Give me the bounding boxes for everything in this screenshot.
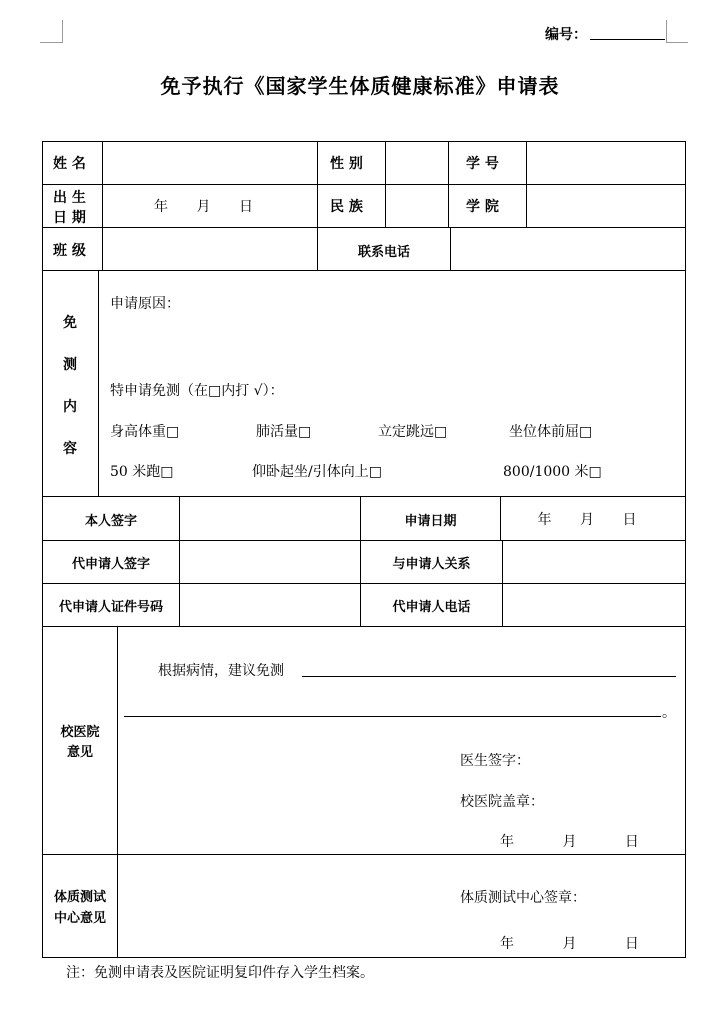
crop-mark-top-right-v — [666, 20, 667, 43]
hospital-label-line2: 意见 — [66, 745, 93, 760]
checkbox-800-1000m-run[interactable]: 800/1000 米□ — [503, 464, 602, 480]
student-id-input[interactable] — [527, 142, 684, 184]
exemption-side-label-4: 容 — [63, 441, 77, 457]
ethnicity-label: 民 族 — [330, 199, 363, 215]
phone-label: 联系电话 — [357, 245, 410, 260]
name-input[interactable] — [103, 142, 316, 184]
form-title: 免予执行《国家学生体质健康标准》申请表 — [160, 74, 560, 98]
center-date[interactable]: 年 月 日 — [500, 936, 661, 952]
exemption-instruction: 特申请免测（在□内打 √）： — [110, 383, 284, 399]
footnote: 注：免测申请表及医院证明复印件存入学生档案。 — [66, 965, 374, 981]
relation-input[interactable] — [503, 541, 684, 583]
student-id-label: 学 号 — [466, 156, 499, 172]
gender-label: 性 别 — [330, 156, 363, 172]
ethnicity-input[interactable] — [386, 185, 447, 227]
checkbox-50m-run[interactable]: 50 米跑□ — [110, 464, 174, 480]
class-input[interactable] — [103, 228, 316, 270]
center-label-line2: 中心意见 — [53, 911, 106, 926]
suggestion-period: 。 — [662, 705, 676, 721]
apply-date-label: 申请日期 — [404, 514, 457, 529]
serial-number-field[interactable] — [590, 39, 665, 40]
gender-input[interactable] — [386, 142, 447, 184]
checkbox-standing-long-jump[interactable]: 立定跳远□ — [378, 424, 448, 440]
row-line — [42, 270, 686, 271]
relation-label: 与申请人关系 — [392, 557, 471, 572]
college-input[interactable] — [527, 185, 684, 227]
checkbox-height-weight[interactable]: 身高体重□ — [110, 424, 180, 440]
serial-number-label: 编号： — [545, 27, 587, 43]
birth-label-line1: 出 生 — [53, 190, 86, 206]
self-sign-input[interactable] — [180, 497, 359, 540]
checkbox-sit-and-reach[interactable]: 坐位体前屈□ — [509, 424, 593, 440]
row-line — [42, 854, 686, 855]
exemption-side-label-2: 测 — [63, 357, 77, 373]
reason-input[interactable] — [110, 315, 670, 370]
hospital-label-line1: 校医院 — [60, 725, 100, 740]
row-line — [42, 496, 686, 497]
center-label-line1: 体质测试 — [53, 890, 106, 905]
agent-sign-label: 代申请人签字 — [71, 557, 150, 572]
name-label: 姓 名 — [53, 156, 86, 172]
suggestion-underline[interactable] — [302, 676, 676, 677]
agent-phone-label: 代申请人电话 — [392, 600, 471, 615]
crop-mark-top-right-h — [666, 42, 688, 43]
apply-date-field[interactable]: 年 月 日 — [537, 512, 649, 528]
agent-phone-input[interactable] — [503, 584, 684, 626]
hospital-date[interactable]: 年 月 日 — [500, 834, 661, 850]
self-sign-label: 本人签字 — [84, 514, 137, 529]
phone-input[interactable] — [451, 228, 684, 270]
col-line — [448, 141, 449, 227]
exemption-side-label-3: 内 — [63, 399, 77, 415]
agent-id-input[interactable] — [180, 584, 359, 626]
crop-mark-top-left-h — [40, 42, 62, 43]
agent-sign-input[interactable] — [180, 541, 359, 583]
college-label: 学 院 — [466, 199, 499, 215]
row-line — [42, 626, 686, 627]
reason-label: 申请原因： — [110, 296, 180, 312]
agent-id-label: 代申请人证件号码 — [58, 600, 163, 615]
checkbox-situps-pullups[interactable]: 仰卧起坐/引体向上□ — [252, 464, 382, 480]
exemption-side-label-1: 免 — [63, 315, 77, 331]
birth-label-line2: 日 期 — [53, 210, 86, 226]
col-line — [117, 626, 118, 958]
doctor-sign-label: 医生签字： — [460, 753, 530, 769]
table-border-bottom — [42, 957, 686, 958]
checkbox-lung-capacity[interactable]: 肺活量□ — [256, 424, 312, 440]
hospital-stamp-label: 校医院盖章： — [460, 794, 544, 810]
birth-date-field[interactable]: 年 月 日 — [154, 199, 265, 215]
center-sign-label: 体质测试中心签章： — [460, 890, 586, 906]
crop-mark-top-left-v — [62, 20, 63, 43]
table-border-left — [42, 141, 43, 958]
table-border-right — [685, 141, 686, 958]
col-line — [98, 270, 99, 497]
class-label: 班 级 — [53, 243, 86, 259]
suggestion-underline-2[interactable] — [124, 716, 661, 717]
hospital-suggestion: 根据病情，建议免测 — [158, 663, 284, 679]
